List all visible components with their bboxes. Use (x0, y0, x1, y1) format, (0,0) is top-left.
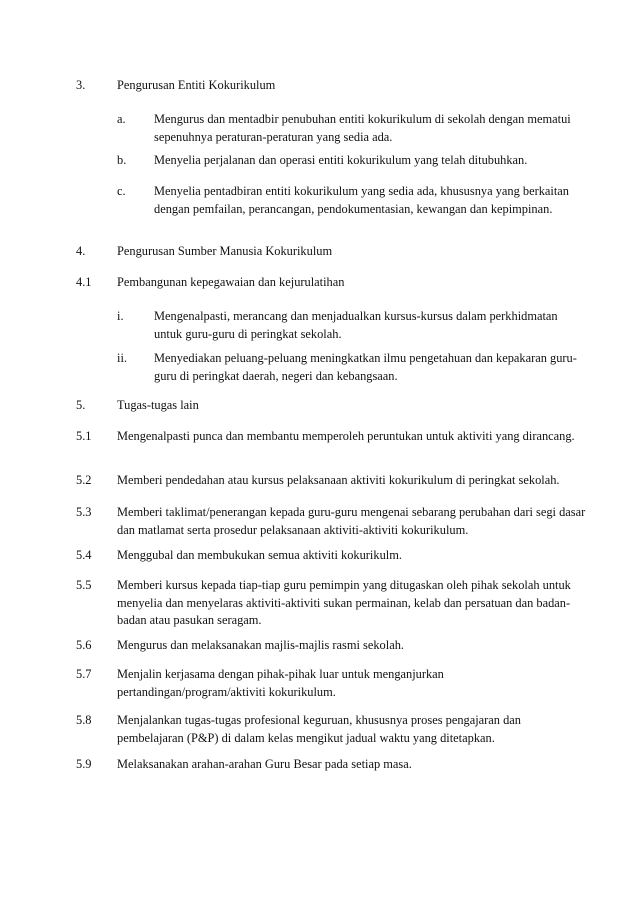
item-text: Mengurus dan melaksanakan majlis-majlis rasmi sekolah. (117, 638, 404, 652)
item-marker: b. (117, 153, 127, 167)
item-text: Menjalin kerjasama dengan pihak-pihak luar untuk menganjurkan pertandingan/program/aktiviti kokurikulum. (117, 667, 444, 699)
item-text: Melaksanakan arahan-arahan Guru Besar pada setiap masa. (117, 757, 412, 771)
item-number: 5.1 (76, 429, 92, 443)
item-marker: ii. (117, 351, 127, 365)
section-number: 4. (76, 244, 86, 258)
section-title: Pembangunan kepegawaian dan kejurulatihan (117, 275, 345, 289)
item-text: Menyelia perjalanan dan operasi entiti kokurikulum yang telah ditubuhkan. (154, 153, 528, 167)
item-number: 5.7 (76, 667, 92, 681)
section-title: Pengurusan Entiti Kokurikulum (117, 78, 276, 92)
item-text: Menjalankan tugas-tugas profesional keguruan, khususnya proses pengajaran dan pembelajaran (P&P) di dalam kelas mengikut jadual waktu yang ditetapkan. (117, 713, 521, 745)
section-title: Tugas-tugas lain (117, 398, 199, 412)
item-marker: c. (117, 184, 126, 198)
item-number: 5.9 (76, 757, 92, 771)
item-text: Memberi taklimat/penerangan kepada guru-guru mengenai sebarang perubahan dari segi dasar dan matlamat serta prosedur pelaksanaan aktiviti-aktiviti kokurikulum. (117, 505, 586, 537)
item-text: Mengenalpasti, merancang dan menjadualkan kursus-kursus dalam perkhidmatan untuk guru-guru di peringkat sekolah. (154, 309, 558, 341)
section-number: 5. (76, 398, 86, 412)
item-text: Memberi pendedahan atau kursus pelaksanaan aktiviti kokurikulum di peringkat sekolah. (117, 473, 560, 487)
item-text: Mengenalpasti punca dan membantu memperoleh peruntukan untuk aktiviti yang dirancang. (117, 429, 575, 443)
item-number: 5.2 (76, 473, 92, 487)
section-number: 4.1 (76, 275, 92, 289)
section-number: 3. (76, 78, 86, 92)
item-number: 5.8 (76, 713, 92, 727)
section-title: Pengurusan Sumber Manusia Kokurikulum (117, 244, 333, 258)
item-text: Menyediakan peluang-peluang meningkatkan ilmu pengetahuan dan kepakaran guru-guru di peringkat daerah, negeri dan kebangsaan. (154, 351, 577, 383)
item-number: 5.4 (76, 548, 92, 562)
item-number: 5.6 (76, 638, 92, 652)
item-number: 5.3 (76, 505, 92, 519)
item-text: Menggubal dan membukukan semua aktiviti kokurikulm. (117, 548, 402, 562)
item-text: Memberi kursus kepada tiap-tiap guru pemimpin yang ditugaskan oleh pihak sekolah untuk menyelia dan menyelaras aktiviti-aktiviti sukan permainan, kelab dan persatuan dan badan-badan atau pasukan seragam. (117, 578, 571, 627)
item-marker: i. (117, 309, 124, 323)
item-marker: a. (117, 112, 126, 126)
item-text: Menyelia pentadbiran entiti kokurikulum yang sedia ada, khususnya yang berkaitan dengan pemfailan, perancangan, pendokumentasian, kewangan dan kepimpinan. (154, 184, 569, 216)
item-text: Mengurus dan mentadbir penubuhan entiti kokurikulum di sekolah dengan mematui sepenuhnya peraturan-peraturan yang sedia ada. (154, 112, 571, 144)
item-number: 5.5 (76, 578, 92, 592)
